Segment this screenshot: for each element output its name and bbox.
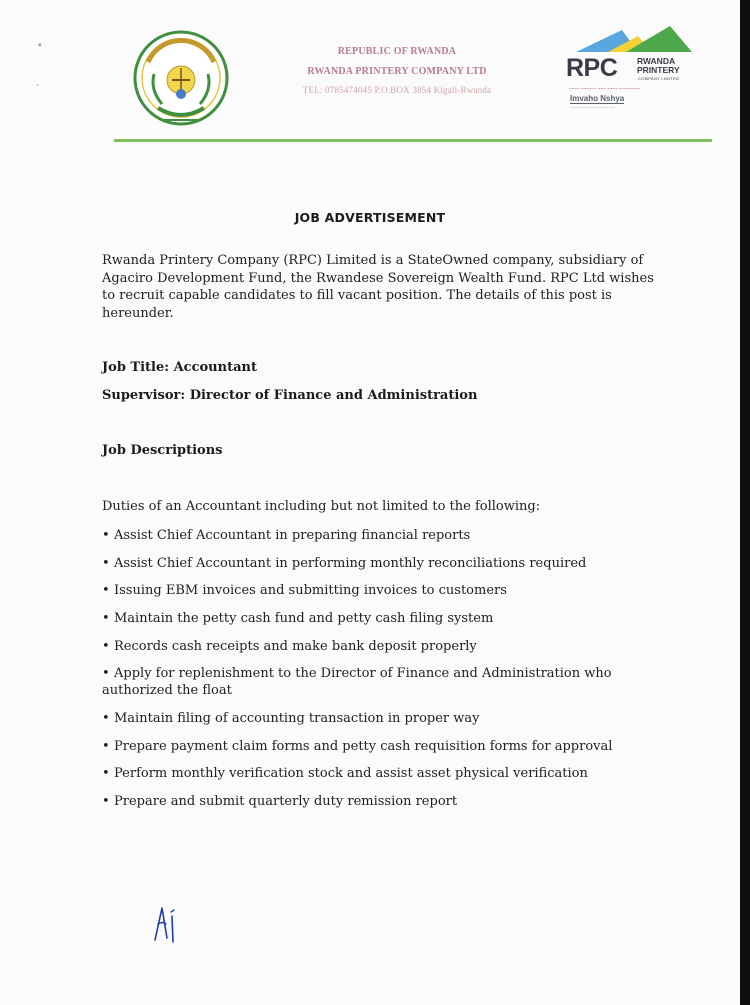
list-item — [102, 765, 702, 782]
bullet: • — [102, 528, 110, 543]
document-title: JOB ADVERTISEMENT — [294, 210, 446, 225]
list-item-text: Apply for replenishment to the Director of Finance and Administration who authorized the float — [102, 666, 612, 698]
header-rule — [114, 139, 712, 142]
supervisor: Supervisor: Director of Finance and Administration — [102, 388, 478, 403]
job-title: Job Title: Accountant — [102, 360, 257, 375]
letterhead-contact: TEL: 0785474045 P.O.BOX 3854 Kigali-Rwanda — [302, 85, 492, 95]
list-item — [102, 610, 702, 627]
rpc-name — [637, 57, 680, 75]
list-item-text: Issuing EBM invoices and submitting invoices to customers — [114, 583, 507, 598]
list-item — [102, 738, 702, 755]
scan-speck: - — [36, 80, 40, 91]
list-item-text: Assist Chief Accountant in performing monthly reconciliations required — [114, 556, 587, 571]
list-item-text: Records cash receipts and make bank deposit properly — [114, 639, 477, 654]
intro-paragraph: Rwanda Printery Company (RPC) Limited is a StateOwned company, subsidiary of Agaciro Development Fund, the Rwandese Sovereign Wealth Fund. RPC Ltd wishes to recruit capable candidates to fill vacant position. The details of this post is hereunder. — [102, 253, 654, 321]
letterhead-company: RWANDA PRINTERY COMPANY LTD — [307, 66, 487, 77]
list-item — [102, 665, 662, 699]
bullet: • — [102, 711, 110, 726]
list-item — [102, 638, 702, 655]
rpc-letters: RPC — [566, 54, 618, 82]
bullet: • — [102, 739, 110, 754]
rpc-tagline: ~~~~ ~~~~~~ ~~~ ~~~~ ~~~~~~~~ — [569, 86, 640, 91]
handwritten-initials-signature — [152, 900, 192, 948]
bullet: • — [102, 639, 110, 654]
bullet: • — [102, 611, 110, 626]
list-item — [102, 527, 702, 544]
duties-lead: Duties of an Accountant including but not limited to the following: — [102, 499, 541, 514]
rpc-brand: Imvaho Nshya — [570, 94, 625, 103]
rpc-name-sub: COMPANY LIMITED — [638, 76, 680, 81]
rpc-name-line2: PRINTERY — [637, 65, 680, 75]
section-heading: Job Descriptions — [102, 443, 223, 458]
list-item-text: Assist Chief Accountant in preparing financial reports — [114, 528, 471, 543]
list-item — [102, 793, 702, 810]
bullet: • — [102, 766, 110, 781]
letterhead-republic: REPUBLIC OF RWANDA — [337, 46, 457, 57]
bullet: • — [102, 666, 110, 681]
rpc-logo — [566, 24, 716, 124]
list-item-text: Prepare and submit quarterly duty remission report — [114, 794, 458, 809]
list-item-text: Prepare payment claim forms and petty cash requisition forms for approval — [114, 739, 613, 754]
mountain-logo-icon — [566, 24, 716, 56]
bullet: • — [102, 794, 110, 809]
list-item-text: Perform monthly verification stock and assist asset physical verification — [114, 766, 588, 781]
letterhead-text — [262, 46, 532, 95]
rpc-brand-sub: ~~~~~~~~~~~~~~~~~~~~~~ — [570, 106, 615, 110]
scan-speck: ▪ — [38, 40, 42, 51]
bullet: • — [102, 556, 110, 571]
list-item — [102, 555, 702, 572]
list-item — [102, 710, 702, 727]
rpc-name-line1: RWANDA — [637, 56, 676, 66]
list-item-text: Maintain the petty cash fund and petty cash filing system — [114, 611, 494, 626]
list-item-text: Maintain filing of accounting transaction in proper way — [114, 711, 480, 726]
bullet: • — [102, 583, 110, 598]
rwanda-seal-logo — [132, 28, 230, 132]
list-item — [102, 582, 702, 599]
scan-border — [740, 0, 750, 1005]
